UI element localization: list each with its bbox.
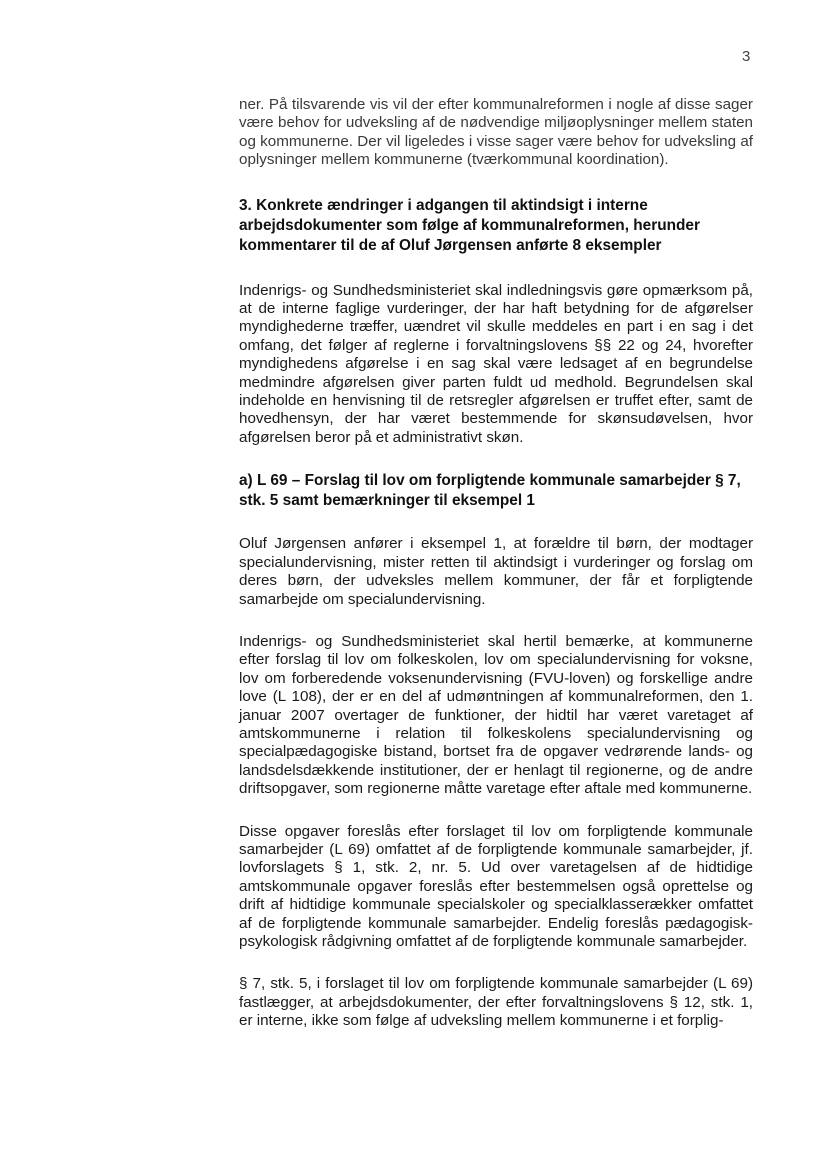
- paragraph-l69-tasks: Disse opgaver foreslås efter forslaget til lov om forpligtende kommunale samarbejder (L 69) omfattet af de forpligtende kommunale samarbejder, jf. lovforslagets § 1, stk. 2, nr. 5. Ud over varetagelsen af de hidtidige amtskommunale opgaver foreslås efter bestemmelsen også oprettelse og drift af hidtidige kommunale specialskoler og specialklasserækker omfattet af de forpligtende kommunale samarbejder. Endelig foreslås pædagogisk-psykologisk rådgivning omfattet af de forpligtende kommunale samarbejder.: [239, 822, 753, 950]
- paragraph-continuation: ner. På tilsvarende vis vil der efter kommunalreformen i nogle af disse sager være behov for udveksling af de nødvendige miljøoplysninger mellem staten og kommunerne. Der vil ligeledes i visse sager være behov for udveksling af oplysninger mellem kommunerne (tværkommunal koordination).: [239, 96, 753, 169]
- document-body: [239, 96, 753, 1031]
- subsection-heading-a: a) L 69 – Forslag til lov om forpligtende kommunale samarbejder § 7, stk. 5 samt bemærkninger til eksempel 1: [239, 472, 741, 510]
- paragraph-section-7: § 7, stk. 5, i forslaget til lov om forpligtende kommunale samarbejder (L 69) fastlægger, at arbejdsdokumenter, der efter forvaltningslovens § 12, stk. 1, er interne, ikke som følge af udveksling mellem kommunerne i et forplig-: [239, 975, 753, 1030]
- paragraph-ministry-remark: Indenrigs- og Sundhedsministeriet skal hertil bemærke, at kommunerne efter forslag til lov om folkeskolen, lov om specialundervisning for voksne, lov om forberedende voksenundervisning (FVU-loven) og forskellige andre love (L 108), der er en del af udmøntningen af kommunalreformen, den 1. januar 2007 overtager de funktioner, der hidtil har været varetaget af amtskommunerne i relation til folkeskolens specialundervisning og specialpædagogiske bistand, bortset fra de opgaver vedrørende lands- og landsdelsdækkende institutioner, der er henlagt til regionerne, og de andre driftsopgaver, som regionerne måtte varetage efter aftale med kommunerne.: [239, 632, 753, 798]
- paragraph-example-1: Oluf Jørgensen anfører i eksempel 1, at forældre til børn, der modtager specialundervisning, mister retten til aktindsigt i vurderinger og forslag om deres børn, der udveksles mellem kommuner, der får et forpligtende samarbejde om specialundervisning.: [239, 535, 753, 608]
- page-number: 3: [742, 48, 751, 65]
- section-heading-3: 3. Konkrete ændringer i adgangen til aktindsigt i interne arbejdsdokumenter som følge af kommunalreformen, herunder kommentarer til de af Oluf Jørgensen anførte 8 eksempler: [239, 196, 700, 254]
- paragraph-ministry-intro: Indenrigs- og Sundhedsministeriet skal indledningsvis gøre opmærksom på, at de interne faglige vurderinger, der har haft betydning for de afgørelser myndighederne træffer, uændret vil skulle meddeles en part i en sag i det omfang, det følger af reglerne i forvaltningslovens §§ 22 og 24, hvorefter myndighedens afgørelse i en sag skal være ledsaget af en begrundelse medmindre afgørelsen giver parten fuldt ud medhold. Begrundelsen skal indeholde en henvisning til de retsregler afgørelsen er truffet efter, samt de hovedhensyn, der har været bestemmende for skønsudøvelsen, hvor afgørelsen beror på et administrativt skøn.: [239, 281, 753, 446]
